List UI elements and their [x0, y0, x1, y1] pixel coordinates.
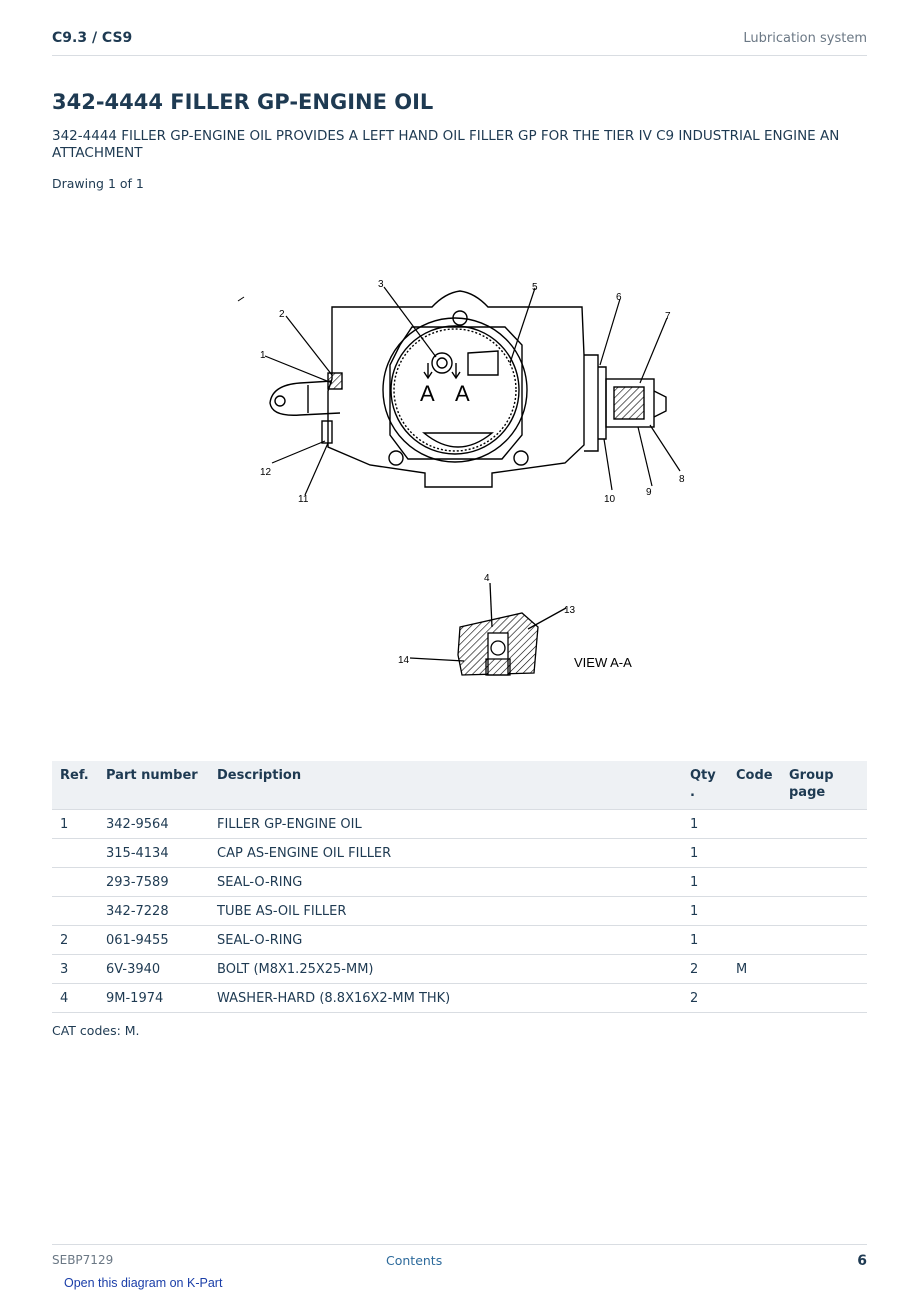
section-marks [420, 381, 470, 406]
cell-code: M [728, 955, 781, 984]
cell-code [728, 897, 781, 926]
table-row [52, 926, 867, 955]
callout-6: 6 [616, 292, 622, 303]
cell-ref: 4 [52, 984, 98, 1013]
parts-table [52, 761, 867, 1013]
cell-part-number: 293-7589 [98, 868, 209, 897]
cell-ref [52, 897, 98, 926]
cell-ref: 1 [52, 810, 98, 839]
callout-4: 4 [484, 573, 490, 584]
col-qty: Qty . [682, 761, 728, 810]
callout-5: 5 [532, 282, 538, 293]
cell-qty: 1 [682, 868, 728, 897]
diagram-svg [210, 215, 710, 725]
cell-group-page [781, 926, 867, 955]
col-code: Code [728, 761, 781, 810]
cell-part-number: 9M-1974 [98, 984, 209, 1013]
callout-8: 8 [679, 474, 685, 485]
document-id: SEBP7129 [52, 1253, 114, 1267]
cell-description: SEAL-O-RING [209, 868, 682, 897]
drawing-label: Drawing 1 of 1 [52, 176, 144, 191]
cell-qty: 2 [682, 984, 728, 1013]
page-title: 342-4444 FILLER GP-ENGINE OIL [52, 90, 434, 114]
callout-11: 11 [298, 494, 309, 505]
table-row [52, 984, 867, 1013]
cell-ref: 2 [52, 926, 98, 955]
table-row [52, 839, 867, 868]
cell-ref [52, 839, 98, 868]
cell-ref [52, 868, 98, 897]
col-ref: Ref. [52, 761, 98, 810]
col-group-page: Group page [781, 761, 867, 810]
cell-part-number: 342-9564 [98, 810, 209, 839]
cell-description: TUBE AS-OIL FILLER [209, 897, 682, 926]
breadcrumb: C9.3 / CS9 [52, 30, 133, 46]
callout-2: 2 [279, 309, 285, 320]
cell-code [728, 926, 781, 955]
cell-group-page [781, 955, 867, 984]
table-header-row [52, 761, 867, 810]
section-name: Lubrication system [743, 31, 867, 46]
cell-ref: 3 [52, 955, 98, 984]
cell-group-page [781, 868, 867, 897]
cell-group-page [781, 984, 867, 1013]
callout-10: 10 [604, 494, 616, 505]
parts-diagram [210, 215, 710, 725]
col-part-number: Part number [98, 761, 209, 810]
cell-description: BOLT (M8X1.25X25-MM) [209, 955, 682, 984]
section-mark-left: A [420, 381, 435, 406]
cat-codes-note: CAT codes: M. [52, 1023, 140, 1038]
cell-group-page [781, 810, 867, 839]
cell-group-page [781, 839, 867, 868]
cell-description: WASHER-HARD (8.8X16X2-MM THK) [209, 984, 682, 1013]
cell-description: CAP AS-ENGINE OIL FILLER [209, 839, 682, 868]
contents-link[interactable]: Contents [386, 1253, 443, 1268]
cell-code [728, 839, 781, 868]
view-label: VIEW A-A [574, 655, 632, 670]
table-row [52, 868, 867, 897]
callout-14: 14 [398, 655, 410, 666]
page-number: 6 [857, 1253, 867, 1269]
page-footer [52, 1244, 867, 1275]
table-row [52, 897, 867, 926]
callout-12: 12 [260, 467, 272, 478]
section-view-drawing [410, 583, 566, 675]
cell-qty: 1 [682, 926, 728, 955]
group-description: 342-4444 FILLER GP-ENGINE OIL PROVIDES A LEFT HAND OIL FILLER GP FOR THE TIER IV C9 INDUSTRIAL ENGINE AN ATTACHMENT [52, 128, 840, 161]
cell-qty: 1 [682, 897, 728, 926]
callout-3: 3 [378, 279, 384, 290]
cell-qty: 1 [682, 839, 728, 868]
cell-part-number: 342-7228 [98, 897, 209, 926]
cell-code [728, 810, 781, 839]
callout-1: 1 [260, 350, 266, 361]
col-description: Description [209, 761, 682, 810]
cell-qty: 1 [682, 810, 728, 839]
cell-code [728, 984, 781, 1013]
cell-part-number: 061-9455 [98, 926, 209, 955]
section-mark-right: A [455, 381, 470, 406]
table-row [52, 810, 867, 839]
page-header [52, 28, 867, 56]
cell-description: SEAL-O-RING [209, 926, 682, 955]
cell-part-number: 315-4134 [98, 839, 209, 868]
cell-code [728, 868, 781, 897]
cell-part-number: 6V-3940 [98, 955, 209, 984]
kpart-link[interactable]: Open this diagram on K-Part [64, 1276, 223, 1290]
cell-description: FILLER GP-ENGINE OIL [209, 810, 682, 839]
callout-13: 13 [564, 605, 576, 616]
cell-qty: 2 [682, 955, 728, 984]
callout-7: 7 [665, 311, 671, 322]
callout-9: 9 [646, 487, 652, 498]
table-row [52, 955, 867, 984]
cell-group-page [781, 897, 867, 926]
